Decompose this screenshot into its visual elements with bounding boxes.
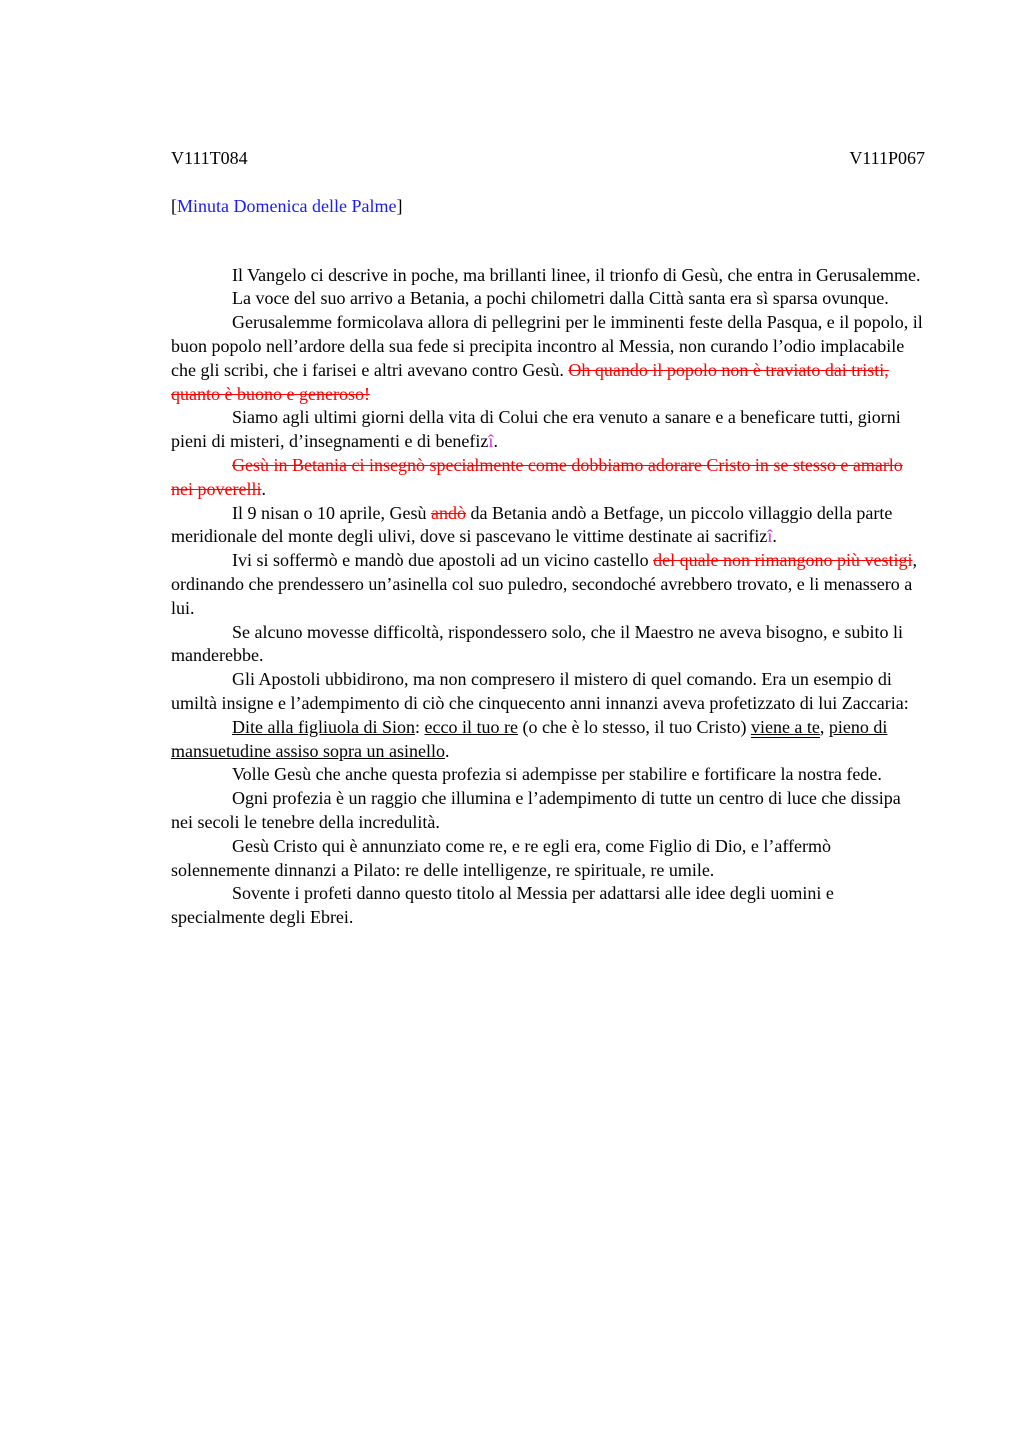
paragraph-13: Gesù Cristo qui è annunziato come re, e re egli era, come Figlio di Dio, e l’affermò solennemente dinnanzi a Pilato: re delle intelligenze, re spirituale, re umile. [171, 835, 831, 880]
plain-text: : [414, 716, 425, 737]
paragraph-4-end: . [493, 431, 498, 452]
editorial-mark: î [488, 431, 494, 452]
deleted-text: del quale non rimangono più vestigi [653, 550, 913, 571]
title-text: Minuta Domenica delle Palme [177, 195, 397, 216]
paragraph-4 [171, 406, 925, 454]
paragraph-1: Il Vangelo ci descrive in poche, ma brillanti linee, il trionfo di Gesù, che entra in Gerusalemme. [232, 264, 921, 285]
paragraph-3 [171, 311, 925, 406]
paragraph-6-text-a: Il 9 nisan o 10 aprile, Gesù [232, 502, 431, 523]
paragraph-8: Se alcuno movesse difficoltà, rispondessero solo, che il Maestro ne aveva bisogno, e subito li manderebbe. [171, 621, 904, 666]
editorial-mark: î [767, 526, 773, 547]
paragraph-2: La voce del suo arrivo a Betania, a pochi chilometri dalla Città santa era sì sparsa ovunque. [232, 288, 889, 309]
paragraph-10-quote [171, 716, 925, 764]
paragraph-14: Sovente i profeti danno questo titolo al Messia per adattarsi alle idee degli uomini e specialmente degli Ebrei. [171, 883, 834, 928]
paragraph-4-text: Siamo agli ultimi giorni della vita di Colui che era venuto a sanare e a beneficare tutti, giorni pieni di misteri, d’insegnamenti e di benefiz [171, 407, 901, 452]
paragraph-6-text-b: da Betania andò a Betfage, un piccolo villaggio della parte meridionale del monte degli ulivi, dove si pascevano le vittime destinate ai sacrifiz [171, 502, 893, 547]
document-page [171, 147, 925, 930]
paragraph-5-end: . [261, 478, 266, 499]
double-underlined-text: viene a te [750, 716, 820, 737]
paragraph-7-text-a: Ivi si soffermò e mandò due apostoli ad un vicino castello [232, 550, 654, 571]
paragraph-7 [171, 549, 925, 620]
header-right-code: V111P067 [849, 148, 925, 168]
plain-text: (o che è lo stesso, il tuo Cristo) [517, 716, 751, 737]
header-left-code: V111T084 [171, 148, 248, 168]
paragraph-7-text-b: , ordinando che prendessero un’asinella col suo puledro, secondoché avrebbero trovato, e li menassero a lui. [171, 550, 918, 618]
document-header [171, 147, 925, 171]
deleted-text: Oh quando il popolo non è traviato dai tristi, quanto è buono e generoso! [171, 359, 889, 404]
underlined-text: pieno di mansuetudine assiso sopra un asinello [171, 716, 888, 761]
underlined-text: ecco il tuo re [424, 716, 518, 737]
paragraph-12: Ogni profezia è un raggio che illumina e l’adempimento di tutte un centro di luce che dissipa nei secoli le tenebre della incredulità. [171, 788, 901, 832]
document-title [171, 195, 925, 219]
underlined-text: Dite alla figliuola di Sion [232, 716, 415, 737]
title-close-bracket: ] [396, 195, 403, 216]
paragraph-11: Volle Gesù che anche questa profezia si adempisse per stabilire e fortificare la nostra fede. [232, 764, 882, 785]
plain-text: , [819, 716, 829, 737]
deleted-text: Gesù in Betania ci insegnò specialmente come dobbiamo adorare Cristo in se stesso e amarlo nei poverelli [171, 454, 903, 499]
paragraph-9: Gli Apostoli ubbidirono, ma non compresero il mistero di quel comando. Era un esempio di umiltà insigne e l’adempimento di ciò che cinquecento anni innanzi aveva profetizzato di lui Zaccaria: [171, 669, 909, 713]
plain-text: . [444, 740, 450, 761]
paragraph-5 [171, 454, 925, 502]
paragraph-6-end: . [772, 526, 777, 547]
paragraph-3-text: Gerusalemme formicolava allora di pellegrini per le imminenti feste della Pasqua, e il popolo, il buon popolo nell’ardore della sua fede si precipita incontro al Messia, non curando l’odio implacabile che gli scribi, che i farisei e altri avevano contro Gesù. [171, 312, 923, 380]
paragraph-6 [171, 502, 925, 550]
deleted-text: andò [430, 502, 466, 523]
document-body [171, 264, 925, 930]
title-open-bracket: [ [171, 195, 177, 216]
